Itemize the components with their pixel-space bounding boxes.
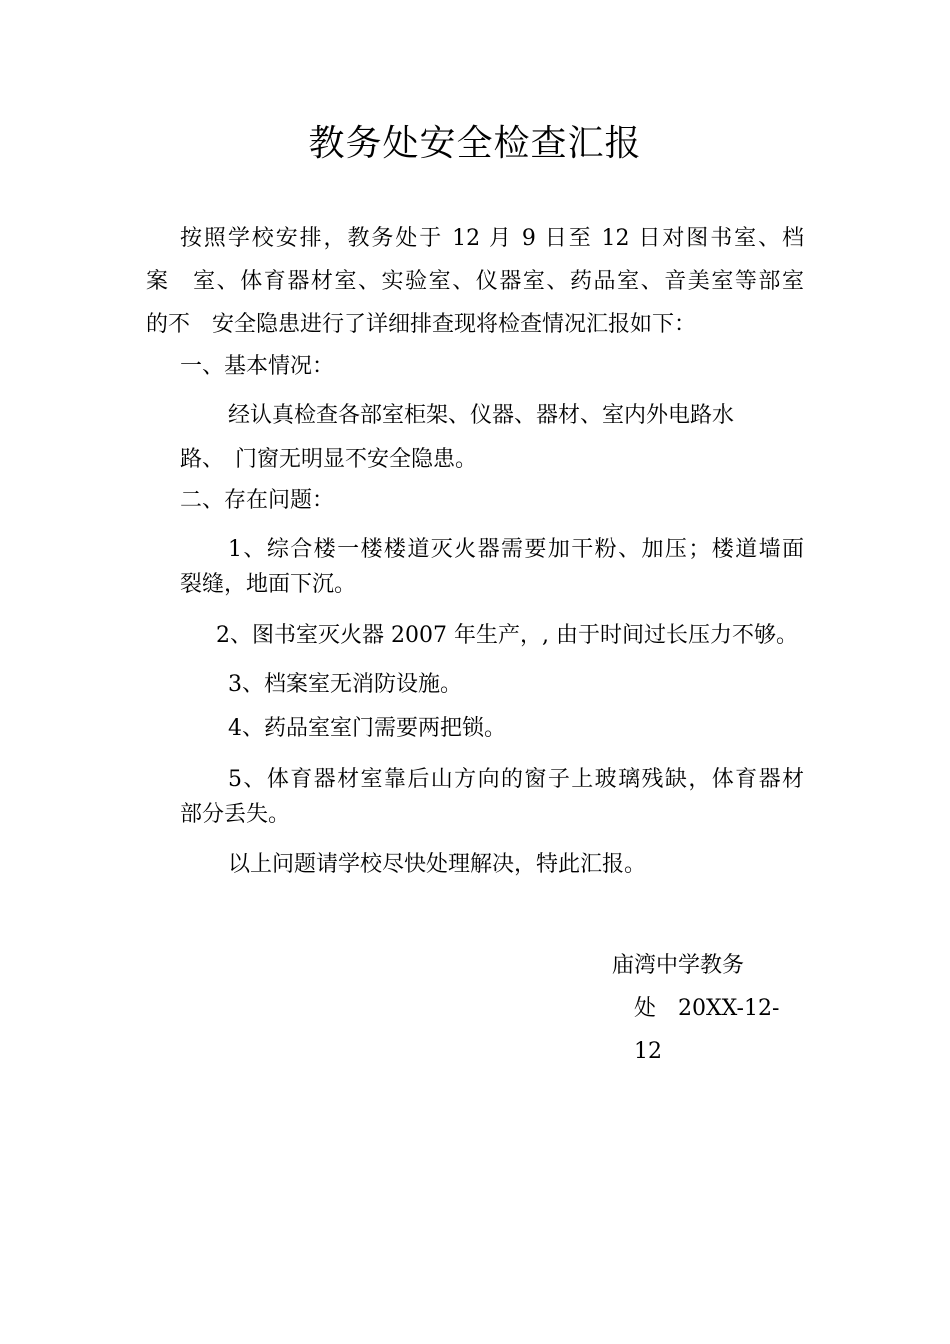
issue-3: 3、档案室无消防设施。 xyxy=(228,672,462,697)
section-2-heading: 二、存在问题： xyxy=(180,488,335,513)
section-1-line-2: 路、 门窗无明显不安全隐患。 xyxy=(180,447,478,472)
issue-2: 2、图书室灭火器 2007 年生产，, 由于时间过长压力不够。 xyxy=(216,623,798,648)
section-1-line-1: 经认真检查各部室柜架、仪器、器材、室内外电路水 xyxy=(228,403,735,428)
issue-5-line-2: 部分丢失。 xyxy=(180,802,291,827)
issue-1-line-2: 裂缝，地面下沉。 xyxy=(180,572,357,597)
intro-line-3: 的不 安全隐患进行了详细排查现将检查情况汇报如下： xyxy=(146,312,697,337)
signature-line-2: 处 20XX-12- xyxy=(634,996,780,1021)
issue-4: 4、药品室室门需要两把锁。 xyxy=(228,716,506,741)
intro-line-2: 案 室、体育器材室、实验室、仪器室、药品室、音美室等部室 xyxy=(146,269,804,294)
document-title: 教务处安全检查汇报 xyxy=(308,123,642,164)
issue-1-line-1: 1、综合楼一楼楼道灭火器需要加干粉、加压；楼道墙面 xyxy=(228,537,804,562)
signature-line-1: 庙湾中学教务 xyxy=(612,953,745,978)
section-1-heading: 一、基本情况： xyxy=(180,354,335,379)
intro-line-1: 按照学校安排，教务处于 12 月 9 日至 12 日对图书室、档 xyxy=(180,226,804,251)
issue-5-line-1: 5、体育器材室靠后山方向的窗子上玻璃残缺，体育器材 xyxy=(228,767,804,792)
closing-statement: 以上问题请学校尽快处理解决，特此汇报。 xyxy=(228,852,647,877)
signature-line-3: 12 xyxy=(634,1039,662,1064)
